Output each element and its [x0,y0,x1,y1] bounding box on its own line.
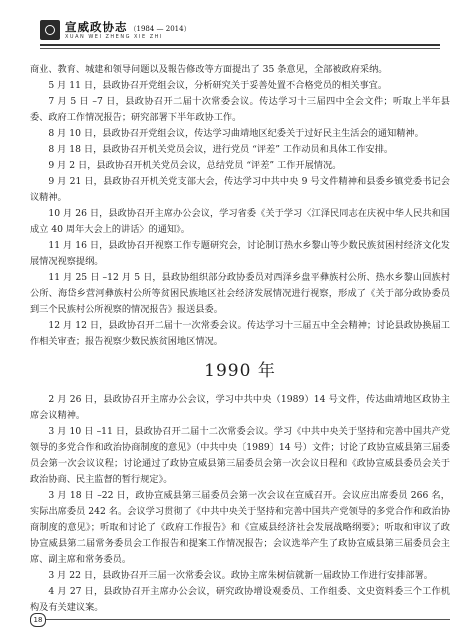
paragraph: 3 月 18 日 –22 日，政协宣威县第三届委员会第一次会议在宣威召开。会议应出席委员 266 名，实际出席委员 242 名。会议学习贯彻了《中共中央关于坚持和完善中国共产党领导的多党合作和政治协商制度的意见》；听取和讨论了《政府工作报告》和《宣威县经济社会发展战略纲要》；听取和审议了政协宣威县第二届常务委员会工作报告和提案工作情况报告；会议选举产生了政协宣威县第三届委员会主席、副主席和常务委员。 [30,490,450,565]
paragraph: 9 月 21 日，县政协召开机关党支部大会，传达学习中共中央 9 号文件精神和县委乡镇党委书记会议精神。 [30,176,450,203]
paragraph: 10 月 26 日，县政协召开主席办公会议，学习省委《关于学习〈江泽民同志在庆祝中华人民共和国成立 40 周年大会上的讲话〉的通知》。 [30,208,450,235]
paragraph: 4 月 27 日，县政协召开主席办公会议，研究政协增设观委员、工作组委、文史资料委三个工作机构及有关建议案。 [30,586,450,613]
paragraph: 11 月 16 日，县政协召开视察工作专题研究会，讨论制订热水乡黎山等少数民族贫困村经济文化发展情况视察提纲。 [30,240,450,267]
page-number: 18 [30,613,46,627]
paragraph: 5 月 11 日，县政协召开党组会议，分析研究关于妥善处置不合格党员的相关事宜。 [48,80,388,91]
paragraph: 7 月 5 日 –7 日，县政协召开二届十次常委会议。传达学习十三届四中全会文件；听取上半年县委、政府工作情况报告；研究部署下半年政协工作。 [30,96,450,123]
paragraph: 12 月 12 日，县政协召开二届十一次常委会议。传达学习十三届五中全会精神；讨论县政协换届工作相关审查；报告视察少数民族贫困地区情况。 [30,320,450,347]
footer-rule [30,619,450,620]
book-title: 宣威政协志 （1984 — 2014） [65,20,191,34]
paragraph: 9 月 2 日，县政协召开机关党员会议，总结党员 “评差” 工作开展情况。 [48,160,342,171]
book-title-pinyin: XUAN WEI ZHENG XIE ZHI [65,34,163,40]
year-heading: 1990 年 [204,361,276,381]
paragraph: 3 月 10 日 –11 日，县政协召开二届十二次常委会议。学习《中共中央关于坚持和完善中国共产党领导的多党合作和政治协商制度的意见》（中共中央〔1989〕14 号）文件；讨论了政协宣威县第三届委员会第一次会议议程；讨论通过了政协宣威县第三届委员会第一次会议日程和《政协宣威县委员会关于政治协商、民主监督的暂行规定》。 [30,426,450,485]
paragraph: 3 月 22 日，县政协召开三届一次常委会议。政协主席朱树信就新一届政协工作进行安排部署。 [48,570,433,581]
page-header [40,16,440,50]
emblem-icon [40,20,60,40]
book-years: （1984 — 2014） [129,25,191,33]
paragraph: 商业、教育、城建和领导问题以及報告修改等方面提出了 35 条意见，全部被政府采纳。 [30,64,388,75]
paragraph: 2 月 26 日，县政协召开主席办公会议，学习中共中央（1989）14 号文件，传达曲靖地区政协主席会议精神。 [30,394,450,421]
paragraph: 8 月 18 日，县政协召开机关党员会议，进行党员 “评差” 工作动员和具体工作安排。 [48,144,394,155]
header-rule-thin [40,48,440,49]
paragraph: 8 月 10 日，县政协召开党组会议，传达学习曲靖地区纪委关于过好民主生活会的通知精神。 [48,128,424,139]
paragraph: 11 月 25 日 –12 月 5 日，县政协组织部分政协委员对西泽乡盘平彝族村公所、热水乡黎山回族村公所、海岱乡营河彝族村公所等贫困民族地区社会经济发展情况进行视察，形成了《关于部分政协委员到三个民族村公所视察的情况报告》报送县委。 [30,272,450,315]
header-rule [40,44,440,46]
page-body [30,62,450,616]
